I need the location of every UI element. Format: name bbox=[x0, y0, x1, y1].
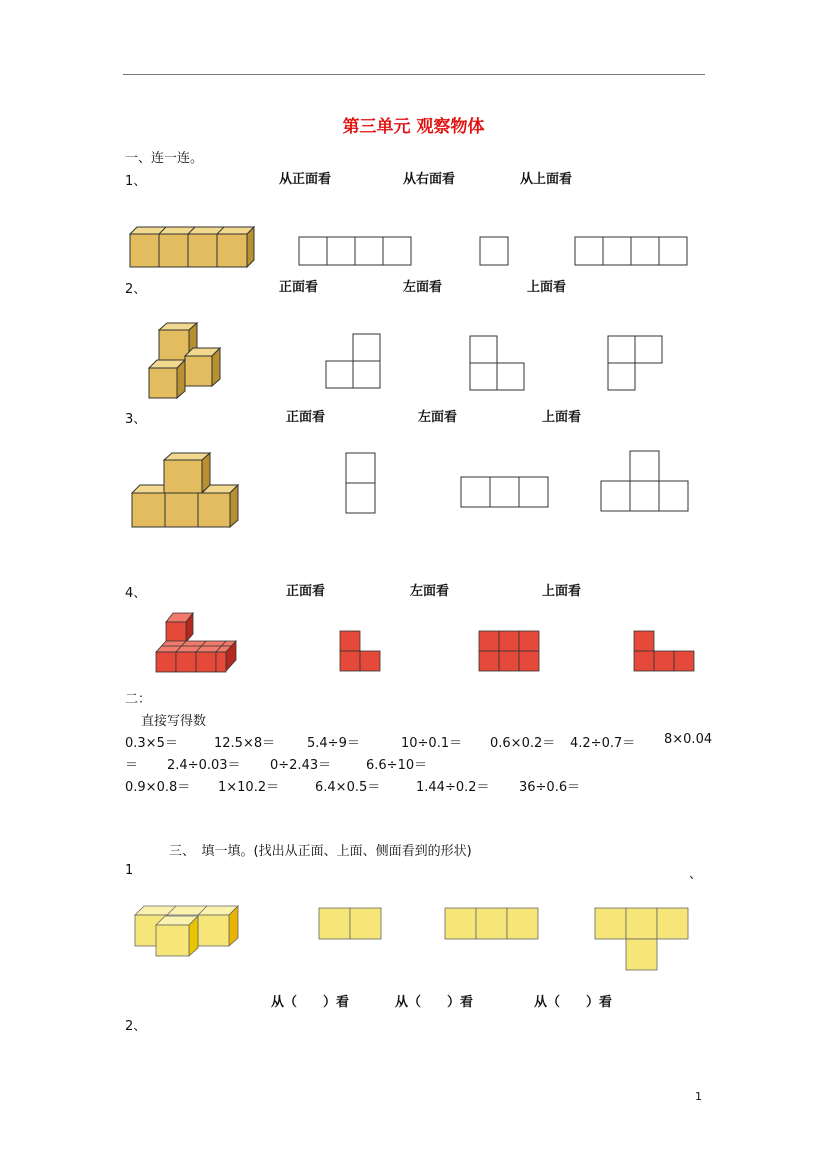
q3-label-front: 正面看 bbox=[286, 410, 326, 425]
calc-item: 1.44÷0.2＝ bbox=[416, 780, 490, 795]
q1-view-b bbox=[479, 236, 511, 267]
q1-solid-figure bbox=[125, 222, 260, 272]
calc-item: 0÷2.43＝ bbox=[270, 758, 332, 773]
section1-heading: 一、连一连。 bbox=[125, 151, 204, 166]
section2-subheading: 直接写得数 bbox=[141, 714, 207, 729]
calc-item: 1×10.2＝ bbox=[218, 780, 280, 795]
q1-label-right: 从右面看 bbox=[403, 172, 456, 187]
q3-view-a bbox=[345, 452, 378, 515]
calc-item: 5.4÷9＝ bbox=[307, 736, 360, 751]
page-title: 第三单元 观察物体 bbox=[342, 117, 485, 137]
q3-label-top: 上面看 bbox=[542, 410, 582, 425]
calc-item: 0.9×0.8＝ bbox=[125, 780, 191, 795]
q2-label-top: 上面看 bbox=[527, 280, 567, 295]
section3-q1-mark: 、 bbox=[689, 867, 703, 882]
calc-item: 36÷0.6＝ bbox=[519, 780, 581, 795]
q1-view-a bbox=[298, 236, 414, 267]
q3-label-left: 左面看 bbox=[418, 410, 458, 425]
fill-blank-3: 从（ ）看 bbox=[534, 995, 613, 1010]
calc-item-continuation: ＝ bbox=[125, 758, 139, 773]
q2-number: 2、 bbox=[125, 282, 147, 297]
calc-item: 6.4×0.5＝ bbox=[315, 780, 381, 795]
s3-solid-figure bbox=[130, 900, 242, 960]
q2-label-left: 左面看 bbox=[403, 280, 443, 295]
q3-view-b bbox=[460, 476, 552, 509]
section2-heading: 二： bbox=[125, 692, 152, 707]
q2-solid-figure bbox=[145, 320, 225, 402]
calc-item: 2.4÷0.03＝ bbox=[167, 758, 241, 773]
calc-item: 8×0.04 bbox=[664, 732, 713, 747]
calc-item: 10÷0.1＝ bbox=[401, 736, 463, 751]
header-rule bbox=[123, 74, 705, 75]
calc-item: 6.6÷10＝ bbox=[366, 758, 428, 773]
q1-label-front: 从正面看 bbox=[279, 172, 332, 187]
s3-view-c bbox=[594, 907, 690, 972]
section3-heading: 三、 填一填。(找出从正面、上面、侧面看到的形状) bbox=[169, 844, 472, 859]
q4-label-left: 左面看 bbox=[410, 584, 450, 599]
q2-view-b bbox=[469, 335, 527, 393]
s3-view-a bbox=[318, 907, 384, 941]
q1-number: 1、 bbox=[125, 174, 147, 189]
q4-label-front: 正面看 bbox=[286, 584, 326, 599]
section3-q2-number: 2、 bbox=[125, 1019, 147, 1034]
q1-label-top: 从上面看 bbox=[520, 172, 573, 187]
q2-view-a bbox=[325, 333, 383, 391]
fill-blank-1: 从（ ）看 bbox=[271, 995, 350, 1010]
q2-label-front: 正面看 bbox=[279, 280, 319, 295]
q4-view-c bbox=[633, 630, 695, 674]
calc-item: 0.3×5＝ bbox=[125, 736, 178, 751]
q4-label-top: 上面看 bbox=[542, 584, 582, 599]
page-number: 1 bbox=[695, 1090, 702, 1103]
calc-item: 4.2÷0.7＝ bbox=[570, 736, 636, 751]
fill-blank-2: 从（ ）看 bbox=[395, 995, 474, 1010]
q3-number: 3、 bbox=[125, 412, 147, 427]
q3-view-c bbox=[600, 450, 692, 513]
s3-view-b bbox=[444, 907, 540, 941]
q1-view-c bbox=[574, 236, 690, 267]
q4-solid-figure bbox=[152, 608, 242, 676]
q4-view-a bbox=[339, 630, 383, 674]
calc-item: 12.5×8＝ bbox=[214, 736, 276, 751]
q2-view-c bbox=[607, 335, 665, 393]
q4-view-b bbox=[478, 630, 540, 674]
q4-number: 4、 bbox=[125, 586, 147, 601]
q3-solid-figure bbox=[128, 450, 243, 532]
section3-q1-number: 1 bbox=[125, 863, 134, 878]
calc-item: 0.6×0.2＝ bbox=[490, 736, 556, 751]
